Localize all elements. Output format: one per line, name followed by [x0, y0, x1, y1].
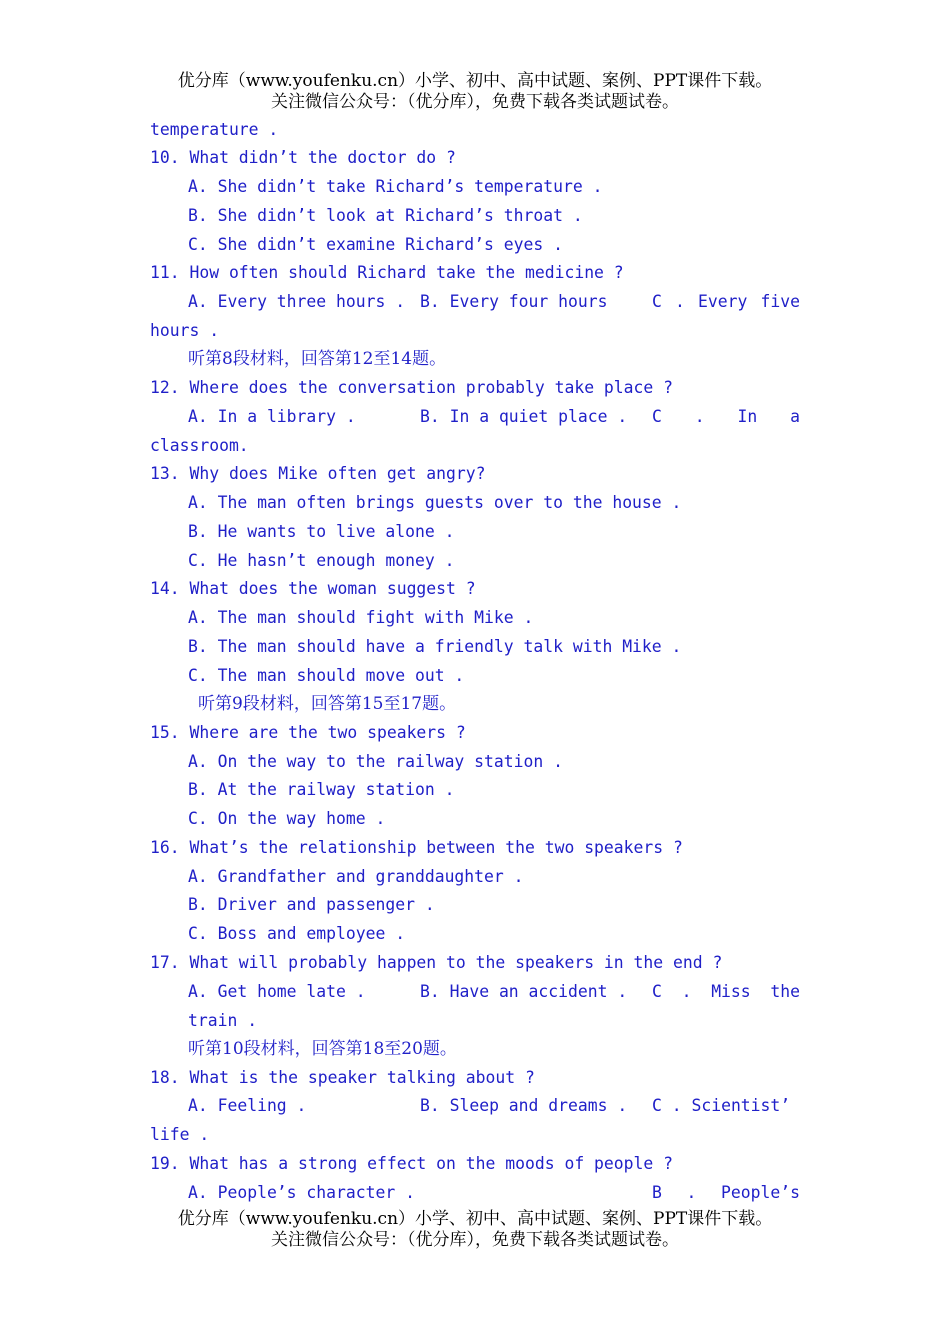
- header-line-1: 优分库（www.youfenku.cn）小学、初中、高中试题、案例、PPT课件下载。: [177, 71, 773, 91]
- q12-option-b: B. In a quiet place .: [420, 407, 628, 426]
- q19-options-row: [188, 1182, 800, 1204]
- q13-option-b: B. He wants to live alone .: [188, 522, 455, 541]
- q18-option-c: C . Scientist’: [652, 1096, 791, 1115]
- q19-option-a: A. People’s character .: [188, 1183, 415, 1202]
- q17-option-a: A. Get home late .: [188, 982, 366, 1001]
- q17-option-c-cont: train .: [188, 1011, 258, 1030]
- q14-stem: 14. What does the woman suggest ?: [150, 579, 476, 598]
- q19-option-b: B . People’s: [652, 1183, 800, 1202]
- q17-stem: 17. What will probably happen to the speakers in the end ?: [150, 953, 723, 972]
- q10-option-a: A. She didn’t take Richard’s temperature .: [188, 177, 603, 196]
- q19-stem: 19. What has a strong effect on the moods of people ?: [150, 1154, 674, 1173]
- q18-option-b: B. Sleep and dreams .: [420, 1096, 628, 1115]
- q10-stem: 10. What didn’t the doctor do ?: [150, 148, 456, 167]
- q11-stem: 11. How often should Richard take the medicine ?: [150, 263, 624, 282]
- section-10-instruction: 听第10段材料，回答第18至20题。: [188, 1039, 457, 1059]
- q11-option-a: A. Every three hours .: [188, 292, 406, 311]
- q18-option-a: A. Feeling .: [188, 1096, 307, 1115]
- q10-option-c: C. She didn’t examine Richard’s eyes .: [188, 235, 563, 254]
- q18-stem: 18. What is the speaker talking about ?: [150, 1068, 535, 1087]
- q12-option-c-cont: classroom.: [150, 436, 249, 455]
- q15-option-c: C. On the way home .: [188, 809, 386, 828]
- q14-option-a: A. The man should fight with Mike .: [188, 608, 534, 627]
- q17-options-row: [188, 981, 800, 1003]
- section-8-instruction: 听第8段材料，回答第12至14题。: [188, 349, 447, 369]
- q11-options-row: [188, 291, 800, 313]
- q15-stem: 15. Where are the two speakers ?: [150, 723, 466, 742]
- q12-option-a: A. In a library .: [188, 407, 356, 426]
- footer-line-2: 关注微信公众号：（优分库），免费下载各类试题试卷。: [271, 1230, 679, 1250]
- header-line-2: 关注微信公众号：（优分库），免费下载各类试题试卷。: [271, 92, 679, 112]
- q17-option-c: C . Miss the: [652, 982, 800, 1001]
- q16-stem: 16. What’s the relationship between the two speakers ?: [150, 838, 683, 857]
- q16-option-c: C. Boss and employee .: [188, 924, 406, 943]
- q16-option-a: A. Grandfather and granddaughter .: [188, 867, 524, 886]
- q15-option-a: A. On the way to the railway station .: [188, 752, 563, 771]
- footer-line-1: 优分库（www.youfenku.cn）小学、初中、高中试题、案例、PPT课件下载。: [177, 1209, 773, 1229]
- q17-option-b: B. Have an accident .: [420, 982, 628, 1001]
- q10-option-b: B. She didn’t look at Richard’s throat .: [188, 206, 583, 225]
- q14-option-b: B. The man should have a friendly talk with Mike .: [188, 637, 682, 656]
- q18-options-row: [188, 1095, 800, 1117]
- q12-options-row: [188, 406, 800, 428]
- q12-option-c: C . In a: [652, 407, 800, 426]
- section-9-instruction: 听第9段材料，回答第15至17题。: [198, 694, 457, 714]
- q13-option-c: C. He hasn’t enough money .: [188, 551, 455, 570]
- q11-option-c-cont: hours .: [150, 321, 220, 340]
- q11-option-c: C . Every five: [652, 292, 800, 311]
- q16-option-b: B. Driver and passenger .: [188, 895, 435, 914]
- q14-option-c: C. The man should move out .: [188, 666, 465, 685]
- q18-option-c-cont: life .: [150, 1125, 210, 1144]
- carryover-text: temperature .: [150, 120, 279, 139]
- q12-stem: 12. Where does the conversation probably take place ?: [150, 378, 674, 397]
- q15-option-b: B. At the railway station .: [188, 780, 455, 799]
- q13-option-a: A. The man often brings guests over to the house .: [188, 493, 682, 512]
- q11-option-b: B. Every four hours: [420, 292, 608, 311]
- q13-stem: 13. Why does Mike often get angry?: [150, 464, 486, 483]
